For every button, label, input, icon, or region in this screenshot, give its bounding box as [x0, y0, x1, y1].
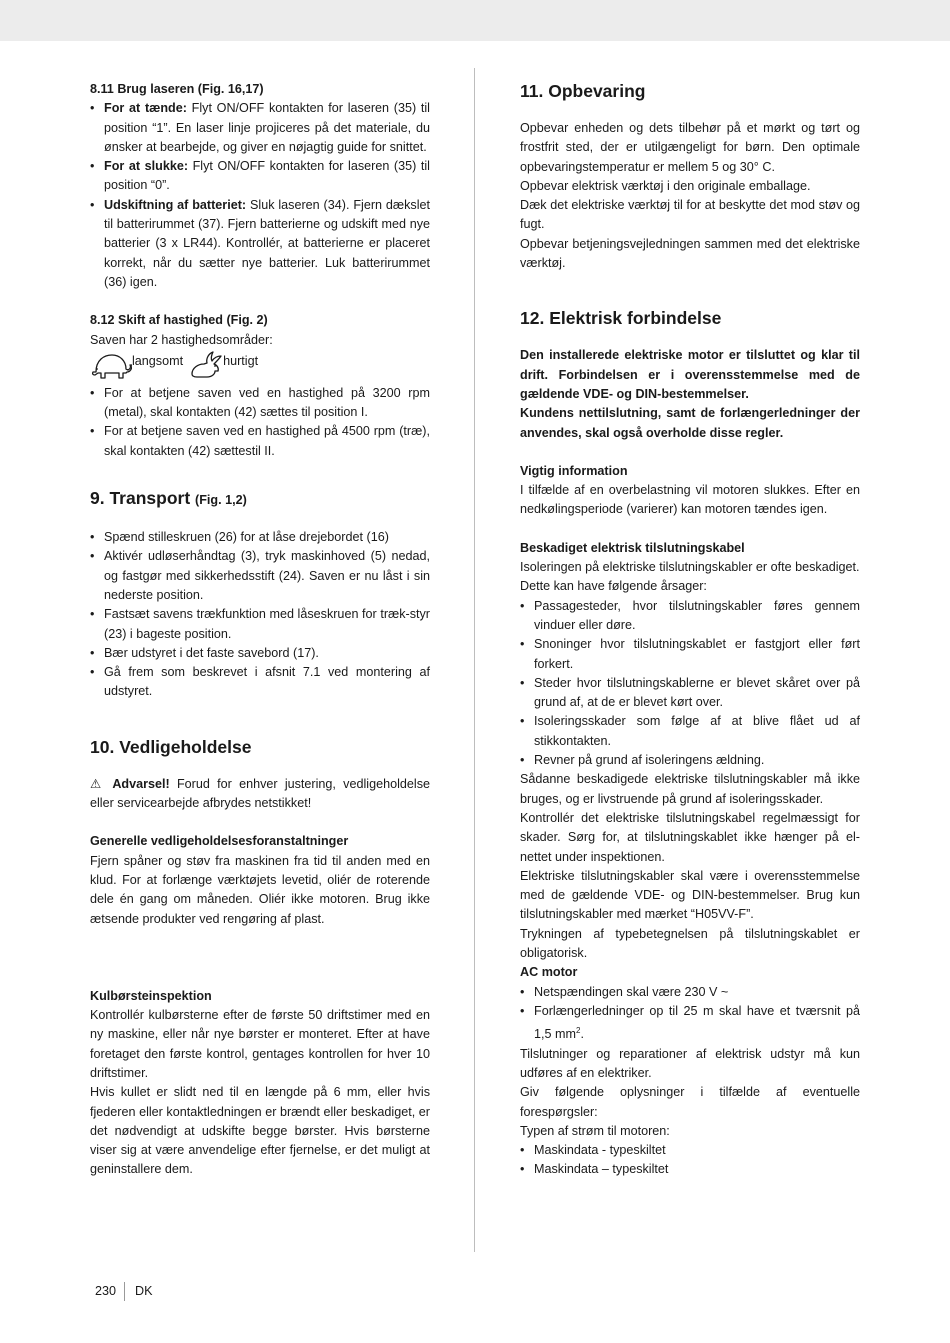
paragraph: I tilfælde af en overbelastning vil motoren slukkes. Efter en nedkølingsperiode (varierer) kan motoren tændes igen. — [520, 483, 860, 517]
list-item: • Aktivér udløserhåndtag (3), tryk maskinhoved (5) nedad, og fastgør med sikkerhedsstift (24). Saven er nu låst i sin nederste position. — [90, 547, 430, 605]
item-bold-lead: For at tænde: — [104, 101, 187, 116]
paragraph: Opbevar betjeningsvejledningen sammen med det elektriske værktøj. — [520, 236, 860, 271]
top-band — [0, 0, 950, 41]
list-item: • Maskindata – typeskiltet — [520, 1160, 860, 1179]
item-text: Flyt ON/OFF kontakten for laseren (35) til position “1”. En laser linje projiceres på det materiale, du ønsker at bearbejde, og giver en nøjagtig guide for snittet. — [104, 101, 430, 154]
rabbit-icon — [189, 350, 223, 380]
list-item: • For at betjene saven ved en hastighed på 3200 rpm (metal), skal kontakten (42) sættes til position I. — [90, 384, 430, 423]
section-10-maintenance — [90, 736, 430, 1180]
list-item: • Netspændingen skal være 230 V ~ — [520, 983, 860, 1002]
list-item: • Maskindata - typeskiltet — [520, 1141, 860, 1160]
paragraph: Dette kan have følgende årsager: — [520, 579, 707, 594]
section-8-11 — [90, 80, 430, 292]
section-intro: Saven har 2 hastighedsområder: — [90, 332, 273, 347]
list-item: • Steder hvor tilslutningskablerne er blevet skåret over på grund af, at de er blevet kørt over. — [520, 674, 860, 713]
section-11-storage — [520, 80, 860, 273]
page-footer — [95, 1282, 153, 1301]
column-divider — [474, 68, 475, 1252]
subsection-heading: Generelle vedligeholdelsesforanstaltninger — [90, 834, 349, 849]
bold-paragraph: Kundens nettilslutning, samt de forlængerledninger der anvendes, skal også overholde disse regler. — [520, 406, 860, 440]
paragraph: Kontrollér det elektriske tilslutningskabel regelmæssigt for skader. Sørg for, at tilslutningskablet ikke hænger på el-nettet under inspektionen. — [520, 810, 860, 864]
list-item: • Passagesteder, hvor tilslutningskabler føres gennem vinduer eller døre. — [520, 597, 860, 636]
bullet-list — [520, 597, 860, 771]
warning-paragraph — [90, 775, 430, 814]
section-9-transport — [90, 487, 430, 702]
list-item: • Fastsæt savens trækfunktion med låseskruen for træk-styr (23) i bageste position. — [90, 605, 430, 644]
item-text: Forlængerledninger op til 25 m skal have et tværsnit på 1,5 mm — [534, 1003, 860, 1042]
warning-label: Advarsel! — [112, 776, 170, 791]
section-heading: 11. Opbevaring — [520, 81, 646, 101]
section-8-12 — [90, 311, 430, 461]
bullet-list — [90, 99, 430, 292]
bullet-list — [90, 384, 430, 461]
section-heading: 10. Vedligeholdelse — [90, 736, 252, 757]
subsection-heading: Kulbørsteinspektion — [90, 988, 212, 1003]
paragraph: Tilslutninger og reparationer af elektrisk udstyr må kun udføres af en elektriker. — [520, 1046, 860, 1080]
item-bold-lead: Udskiftning af batteriet: — [104, 197, 247, 212]
paragraph: Kontrollér kulbørsterne efter de første 50 driftstimer med en ny maskine, eller når nye børster er monteret. Efter at have foretaget den første kontrol, gentages kontrollen for hver 10 driftstimer. — [90, 1008, 430, 1080]
list-item: • Revner på grund af isoleringens ældning. — [520, 751, 860, 770]
list-item: • Spænd stilleskruen (26) for at låse drejebordet (16) — [90, 528, 430, 547]
section-heading: 8.12 Skift af hastighed (Fig. 2) — [90, 313, 268, 328]
paragraph: Fjern spåner og støv fra maskinen fra tid til anden med en klud. For at forlænge værktøjets levetid, oliér de roterende dele én gang om måneden. Oliér ikke motoren. Brug ikke ætsende produkter ved rengøring af plast. — [90, 853, 430, 926]
list-item — [520, 1002, 860, 1045]
speed-symbols — [90, 350, 430, 384]
paragraph: Hvis kullet er slidt ned til en længde på 6 mm, eller hvis fjederen eller kontaktledningen er brændt eller beskadiget, er det nødvendigt at udskifte begge børster. Hvis børsterne viser sig at være anvendelige efter fjernelse, er det muligt at geninstallere dem. — [90, 1085, 430, 1177]
list-item: • Gå frem som beskrevet i afsnit 7.1 ved montering af udstyret. — [90, 663, 430, 702]
section-heading — [90, 487, 430, 511]
list-item — [90, 157, 430, 196]
bold-paragraph: Den installerede elektriske motor er tilsluttet og klar til drift. Forbindelsen er i overensstemmelse med de gældende VDE- og DIN-bestemmelser. — [520, 348, 860, 401]
electrical-intro — [520, 346, 860, 442]
language-code: DK — [135, 1284, 153, 1298]
section-12-electrical — [520, 307, 860, 1179]
superscript: 2 — [576, 1026, 581, 1036]
item-end: . — [580, 1027, 584, 1042]
heading-figure-ref: (Fig. 1,2) — [195, 493, 247, 508]
item-bold-lead: For at slukke: — [104, 159, 189, 174]
list-item: • Isoleringsskader som følge af at blive flået ud af stikkontakten. — [520, 712, 860, 751]
subsection-heading: AC motor — [520, 965, 578, 980]
paragraph: Dæk det elektriske værktøj til for at beskytte det mod støv og fugt. — [520, 198, 860, 232]
speed-slow-label: langsomt — [132, 353, 184, 368]
paragraph: Sådanne beskadigede elektriske tilslutningskabler må ikke bruges, og er livstruende på grund af isoleringsskader. — [520, 772, 860, 806]
warning-text: Forud for enhver justering, vedligeholdelse eller servicearbejde afbrydes netstikket! — [90, 776, 430, 811]
list-item — [90, 196, 430, 292]
heading-main: 9. Transport — [90, 488, 191, 509]
paragraph: Opbevar elektrisk værktøj i den originale emballage. — [520, 178, 811, 193]
item-text: Sluk laseren (34). Fjern dækslet til batterirummet (37). Fjern batterierne og udskift med nye batterier (3 x LR44). Kontrollér, at batterierne er placeret korrekt, når du sætter nye batterier. Luk batterirummet (36) igen. — [104, 197, 431, 289]
subsection-heading: Vigtig information — [520, 463, 628, 478]
turtle-icon — [90, 350, 132, 380]
left-column — [90, 80, 430, 1180]
storage-text — [520, 119, 860, 273]
subsection-heading: Beskadiget elektrisk tilslutningskabel — [520, 540, 745, 555]
list-item: • For at betjene saven ved en hastighed på 4500 rpm (træ), skal kontakten (42) sættestil II. — [90, 422, 430, 461]
paragraph: Trykningen af typebetegnelsen på tilslutningskablet er obligatorisk. — [520, 926, 860, 960]
speed-fast-label: hurtigt — [223, 353, 259, 368]
item-text: Flyt ON/OFF kontakten for laseren (35) til position “0”. — [104, 159, 430, 193]
list-item: • Snoninger hvor tilslutningskablet er fastgjort eller ført forkert. — [520, 635, 860, 674]
list-item — [90, 99, 430, 157]
paragraph: Isoleringen på elektriske tilslutningskabler er ofte beskadiget. — [520, 560, 860, 575]
section-heading: 8.11 Brug laseren (Fig. 16,17) — [90, 82, 264, 96]
bullet-list — [520, 983, 860, 1045]
paragraph: Elektriske tilslutningskabler skal være i overensstemmelse med de gældende VDE- og DIN-bestemmelser. Brug kun tilslutningskabler med mærket “H05VV-F”. — [520, 868, 860, 922]
warning-icon: ⚠ — [90, 776, 106, 791]
paragraph: Giv følgende oplysninger i tilfælde af eventuelle forespørgsler: — [520, 1085, 860, 1119]
section-heading: 12. Elektrisk forbindelse — [520, 308, 722, 329]
bullet-list — [520, 1141, 860, 1180]
right-column — [520, 80, 860, 1180]
paragraph: Typen af strøm til motoren: — [520, 1123, 670, 1138]
bullet-list — [90, 528, 430, 702]
paragraph: Opbevar enheden og dets tilbehør på et mørkt og tørt og frostfrit sted, der er utilgængeligt for børn. Den optimale opbevaringstemperatur er mellem 5 og 30° C. — [520, 121, 860, 174]
page-number: 230 — [95, 1282, 125, 1301]
list-item: • Bær udstyret i det faste savebord (17). — [90, 644, 430, 663]
